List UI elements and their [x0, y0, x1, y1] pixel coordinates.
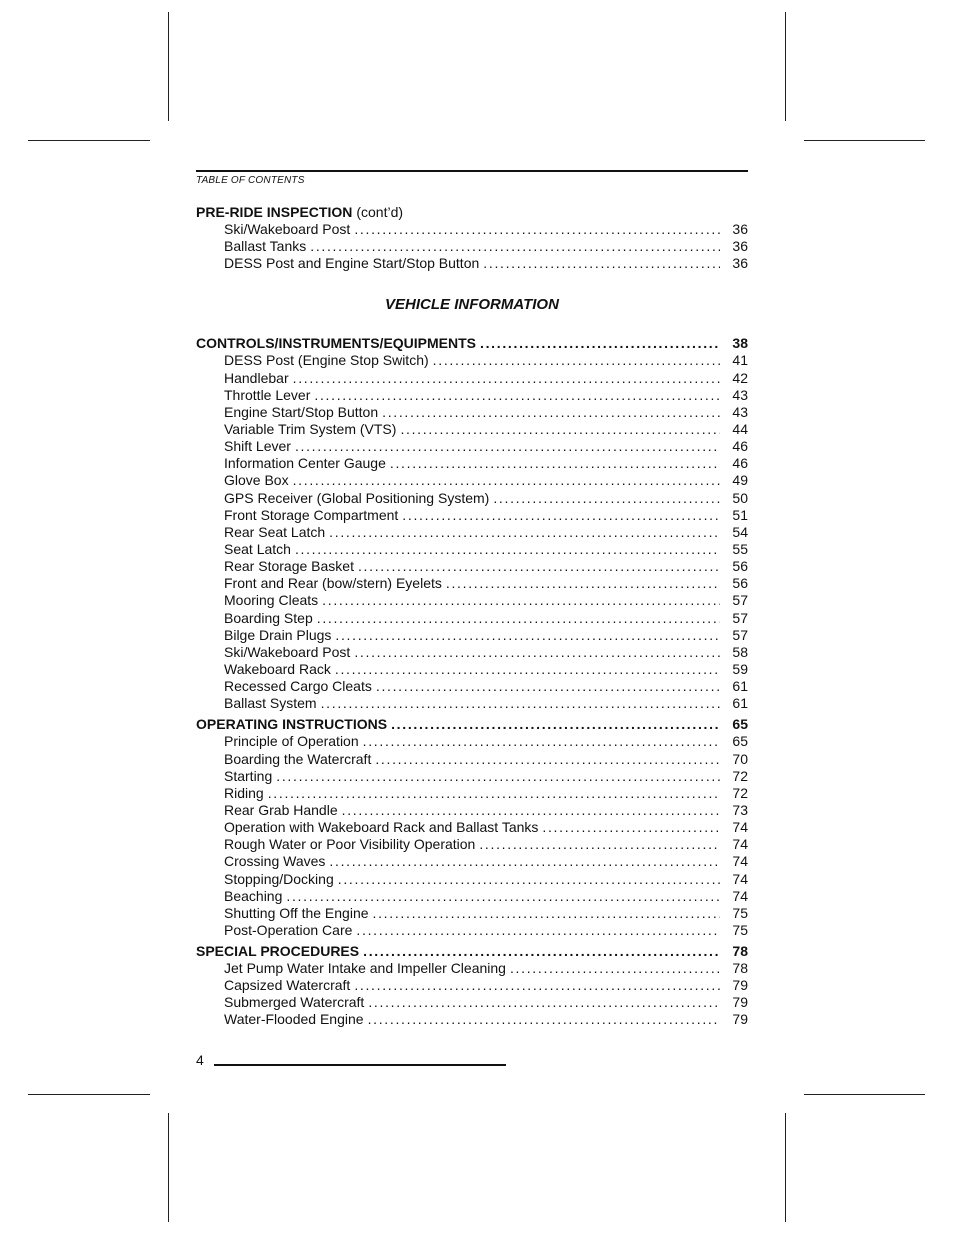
toc-entry	[196, 960, 748, 977]
toc-entry	[196, 922, 748, 939]
crop-mark	[785, 1113, 786, 1222]
page-ref: 57	[732, 609, 748, 626]
entry-label: Handlebar	[224, 369, 289, 386]
footer-rule	[214, 1064, 506, 1066]
entry-label: Rear Seat Latch	[224, 523, 326, 540]
crop-mark	[168, 12, 169, 121]
entry-label: Seat Latch	[224, 540, 291, 557]
dot-leader	[322, 592, 720, 609]
toc-entry	[196, 387, 748, 404]
dot-leader	[363, 943, 720, 960]
page-ref: 55	[732, 540, 748, 557]
entry-label: Wakeboard Rack	[224, 660, 331, 677]
toc-entry	[196, 1011, 748, 1028]
toc-entry	[196, 455, 748, 472]
section-heading	[196, 204, 748, 221]
dot-leader	[342, 802, 720, 819]
page-ref: 72	[732, 784, 748, 801]
entry-label: Stopping/Docking	[224, 870, 334, 887]
entry-label: Glove Box	[224, 472, 289, 489]
section-title: SPECIAL PROCEDURES	[196, 943, 360, 960]
crop-mark	[28, 140, 150, 141]
toc-entry	[196, 644, 748, 661]
toc-entry	[196, 438, 748, 455]
toc-entry	[196, 490, 748, 507]
page-ref: 50	[732, 489, 748, 506]
toc-entry	[196, 871, 748, 888]
toc-entry	[196, 733, 748, 750]
toc-entry	[196, 221, 748, 238]
page-ref: 78	[732, 960, 748, 977]
dot-leader	[286, 888, 720, 905]
entry-label: Engine Start/Stop Button	[224, 403, 379, 420]
dot-leader	[483, 255, 720, 272]
dot-leader	[329, 524, 720, 541]
toc-entry	[196, 695, 748, 712]
section-title: OPERATING INSTRUCTIONS	[196, 716, 388, 733]
toc-entry	[196, 370, 748, 387]
entry-label: DESS Post (Engine Stop Switch)	[224, 352, 429, 369]
toc-entry	[196, 888, 748, 905]
entry-label: Throttle Lever	[224, 386, 311, 403]
page-number: 4	[196, 1052, 204, 1068]
toc-entry	[196, 404, 748, 421]
toc-entry	[196, 421, 748, 438]
page-footer	[196, 1052, 506, 1068]
section-suffix: (cont’d)	[356, 204, 404, 220]
crop-mark	[168, 1113, 169, 1222]
dot-leader	[317, 610, 720, 627]
toc-entry	[196, 994, 748, 1011]
toc-entry	[196, 768, 748, 785]
running-head: TABLE OF CONTENTS	[196, 175, 305, 186]
toc-entry	[196, 255, 748, 272]
dot-leader	[480, 335, 720, 352]
dot-leader	[354, 221, 720, 238]
entry-label: Operation with Wakeboard Rack and Ballast Tanks	[224, 819, 539, 836]
page-ref: 61	[732, 678, 748, 695]
toc-entry	[196, 352, 748, 369]
dot-leader	[314, 387, 720, 404]
entry-label: Jet Pump Water Intake and Impeller Cleaning	[224, 960, 506, 977]
page-ref: 46	[732, 455, 748, 472]
entry-label: Rear Grab Handle	[224, 801, 338, 818]
dot-leader	[295, 541, 720, 558]
page-ref: 56	[732, 558, 748, 575]
crop-mark	[804, 1094, 925, 1095]
page-ref: 46	[732, 438, 748, 455]
entry-label: GPS Receiver (Global Positioning System)	[224, 489, 490, 506]
toc-entry	[196, 575, 748, 592]
page-ref: 78	[732, 943, 748, 960]
toc-entry	[196, 592, 748, 609]
section-heading	[196, 716, 748, 733]
page-ref: 74	[732, 887, 748, 904]
page-ref: 43	[732, 386, 748, 403]
page-ref: 65	[732, 716, 748, 733]
dot-leader	[433, 352, 720, 369]
dot-leader	[390, 455, 720, 472]
entry-label: Boarding Step	[224, 609, 313, 626]
page-ref: 72	[732, 767, 748, 784]
dot-leader	[493, 490, 720, 507]
dot-leader	[375, 751, 720, 768]
dot-leader	[335, 661, 720, 678]
dot-leader	[368, 1011, 720, 1028]
page-ref: 56	[732, 575, 748, 592]
toc-entry	[196, 524, 748, 541]
entry-label: Bilge Drain Plugs	[224, 626, 332, 643]
section-heading	[196, 943, 748, 960]
dot-leader	[391, 716, 720, 733]
dot-leader	[510, 960, 720, 977]
dot-leader	[338, 871, 720, 888]
dot-leader	[400, 421, 720, 438]
dot-leader	[268, 785, 720, 802]
dot-leader	[446, 575, 720, 592]
page-ref: 38	[732, 335, 748, 352]
page-ref: 41	[732, 352, 748, 369]
entry-label: Ballast Tanks	[224, 238, 307, 255]
table-of-contents	[196, 204, 748, 1029]
toc-entry	[196, 627, 748, 644]
crop-mark	[785, 12, 786, 121]
page-ref: 54	[732, 523, 748, 540]
entry-label: Post-Operation Care	[224, 921, 353, 938]
page-ref: 36	[732, 221, 748, 237]
crop-mark	[28, 1094, 150, 1095]
entry-label: Capsized Watercraft	[224, 977, 351, 994]
entry-label: Front and Rear (bow/stern) Eyelets	[224, 575, 442, 592]
toc-entry	[196, 610, 748, 627]
toc-entry	[196, 836, 748, 853]
page-ref: 70	[732, 750, 748, 767]
entry-label: Water-Flooded Engine	[224, 1011, 364, 1028]
toc-entry	[196, 238, 748, 255]
toc-entry	[196, 541, 748, 558]
page-ref: 51	[732, 506, 748, 523]
page-ref: 49	[732, 472, 748, 489]
crop-mark	[804, 140, 925, 141]
part-heading: VEHICLE INFORMATION	[385, 296, 559, 314]
page-ref: 73	[732, 801, 748, 818]
toc-page	[196, 170, 748, 1029]
entry-label: Boarding the Watercraft	[224, 750, 372, 767]
toc-entry	[196, 507, 748, 524]
dot-leader	[479, 836, 720, 853]
main-sections	[196, 335, 748, 1028]
page-ref: 42	[732, 369, 748, 386]
entry-label: Ballast System	[224, 695, 317, 712]
dot-leader	[295, 438, 720, 455]
entry-label: Ski/Wakeboard Post	[224, 643, 351, 660]
dot-leader	[376, 678, 720, 695]
page-ref: 75	[732, 921, 748, 938]
page-ref: 36	[732, 238, 748, 255]
toc-entry	[196, 678, 748, 695]
page-ref: 79	[732, 1011, 748, 1028]
toc-entry	[196, 558, 748, 575]
toc-entry	[196, 661, 748, 678]
dot-leader	[358, 558, 720, 575]
entry-label: Variable Trim System (VTS)	[224, 420, 397, 437]
toc-entry	[196, 785, 748, 802]
dot-leader	[321, 695, 720, 712]
entry-label: Riding	[224, 784, 264, 801]
toc-entry	[196, 751, 748, 768]
entry-label: Shift Lever	[224, 438, 291, 455]
dot-leader	[363, 733, 720, 750]
toc-entry	[196, 472, 748, 489]
entry-label: Front Storage Compartment	[224, 506, 399, 523]
page-ref: 57	[732, 592, 748, 609]
page-ref: 79	[732, 977, 748, 994]
section-entries	[196, 221, 748, 272]
toc-entry	[196, 905, 748, 922]
page-ref: 57	[732, 626, 748, 643]
toc-entry	[196, 819, 748, 836]
page-ref: 61	[732, 695, 748, 712]
entry-label: DESS Post and Engine Start/Stop Button	[224, 255, 480, 272]
section-title: PRE-RIDE INSPECTION	[196, 204, 353, 220]
entry-label: Information Center Gauge	[224, 455, 386, 472]
entry-label: Rough Water or Poor Visibility Operation	[224, 836, 476, 853]
page-ref: 44	[732, 420, 748, 437]
dot-leader	[382, 404, 720, 421]
entry-label: Mooring Cleats	[224, 592, 319, 609]
dot-leader	[402, 507, 720, 524]
page-ref: 74	[732, 870, 748, 887]
dot-leader	[354, 977, 720, 994]
page-ref: 74	[732, 836, 748, 853]
section-heading	[196, 335, 748, 352]
dot-leader	[373, 905, 720, 922]
page-ref: 79	[732, 994, 748, 1011]
dot-leader	[368, 994, 720, 1011]
page-ref: 65	[732, 733, 748, 750]
dot-leader	[293, 370, 720, 387]
dot-leader	[356, 922, 720, 939]
page-ref: 59	[732, 660, 748, 677]
entry-label: Starting	[224, 767, 273, 784]
entry-label: Submerged Watercraft	[224, 994, 365, 1011]
page-ref: 74	[732, 853, 748, 870]
entry-label: Ski/Wakeboard Post	[224, 221, 351, 237]
entry-label: Rear Storage Basket	[224, 558, 354, 575]
dot-leader	[329, 853, 720, 870]
section-title: CONTROLS/INSTRUMENTS/EQUIPMENTS	[196, 335, 477, 352]
entry-label: Crossing Waves	[224, 853, 326, 870]
page-ref: 74	[732, 819, 748, 836]
toc-entry	[196, 977, 748, 994]
entry-label: Beaching	[224, 887, 283, 904]
page-ref: 43	[732, 403, 748, 420]
dot-leader	[276, 768, 720, 785]
toc-entry	[196, 853, 748, 870]
toc-entry	[196, 802, 748, 819]
entry-label: Principle of Operation	[224, 733, 359, 750]
entry-label: Recessed Cargo Cleats	[224, 678, 372, 695]
dot-leader	[542, 819, 720, 836]
header-rule	[196, 170, 748, 172]
dot-leader	[354, 644, 720, 661]
dot-leader	[310, 238, 720, 255]
page-ref: 58	[732, 643, 748, 660]
page-ref: 75	[732, 904, 748, 921]
page-ref: 36	[732, 255, 748, 272]
dot-leader	[293, 472, 720, 489]
entry-label: Shutting Off the Engine	[224, 904, 369, 921]
dot-leader	[335, 627, 720, 644]
